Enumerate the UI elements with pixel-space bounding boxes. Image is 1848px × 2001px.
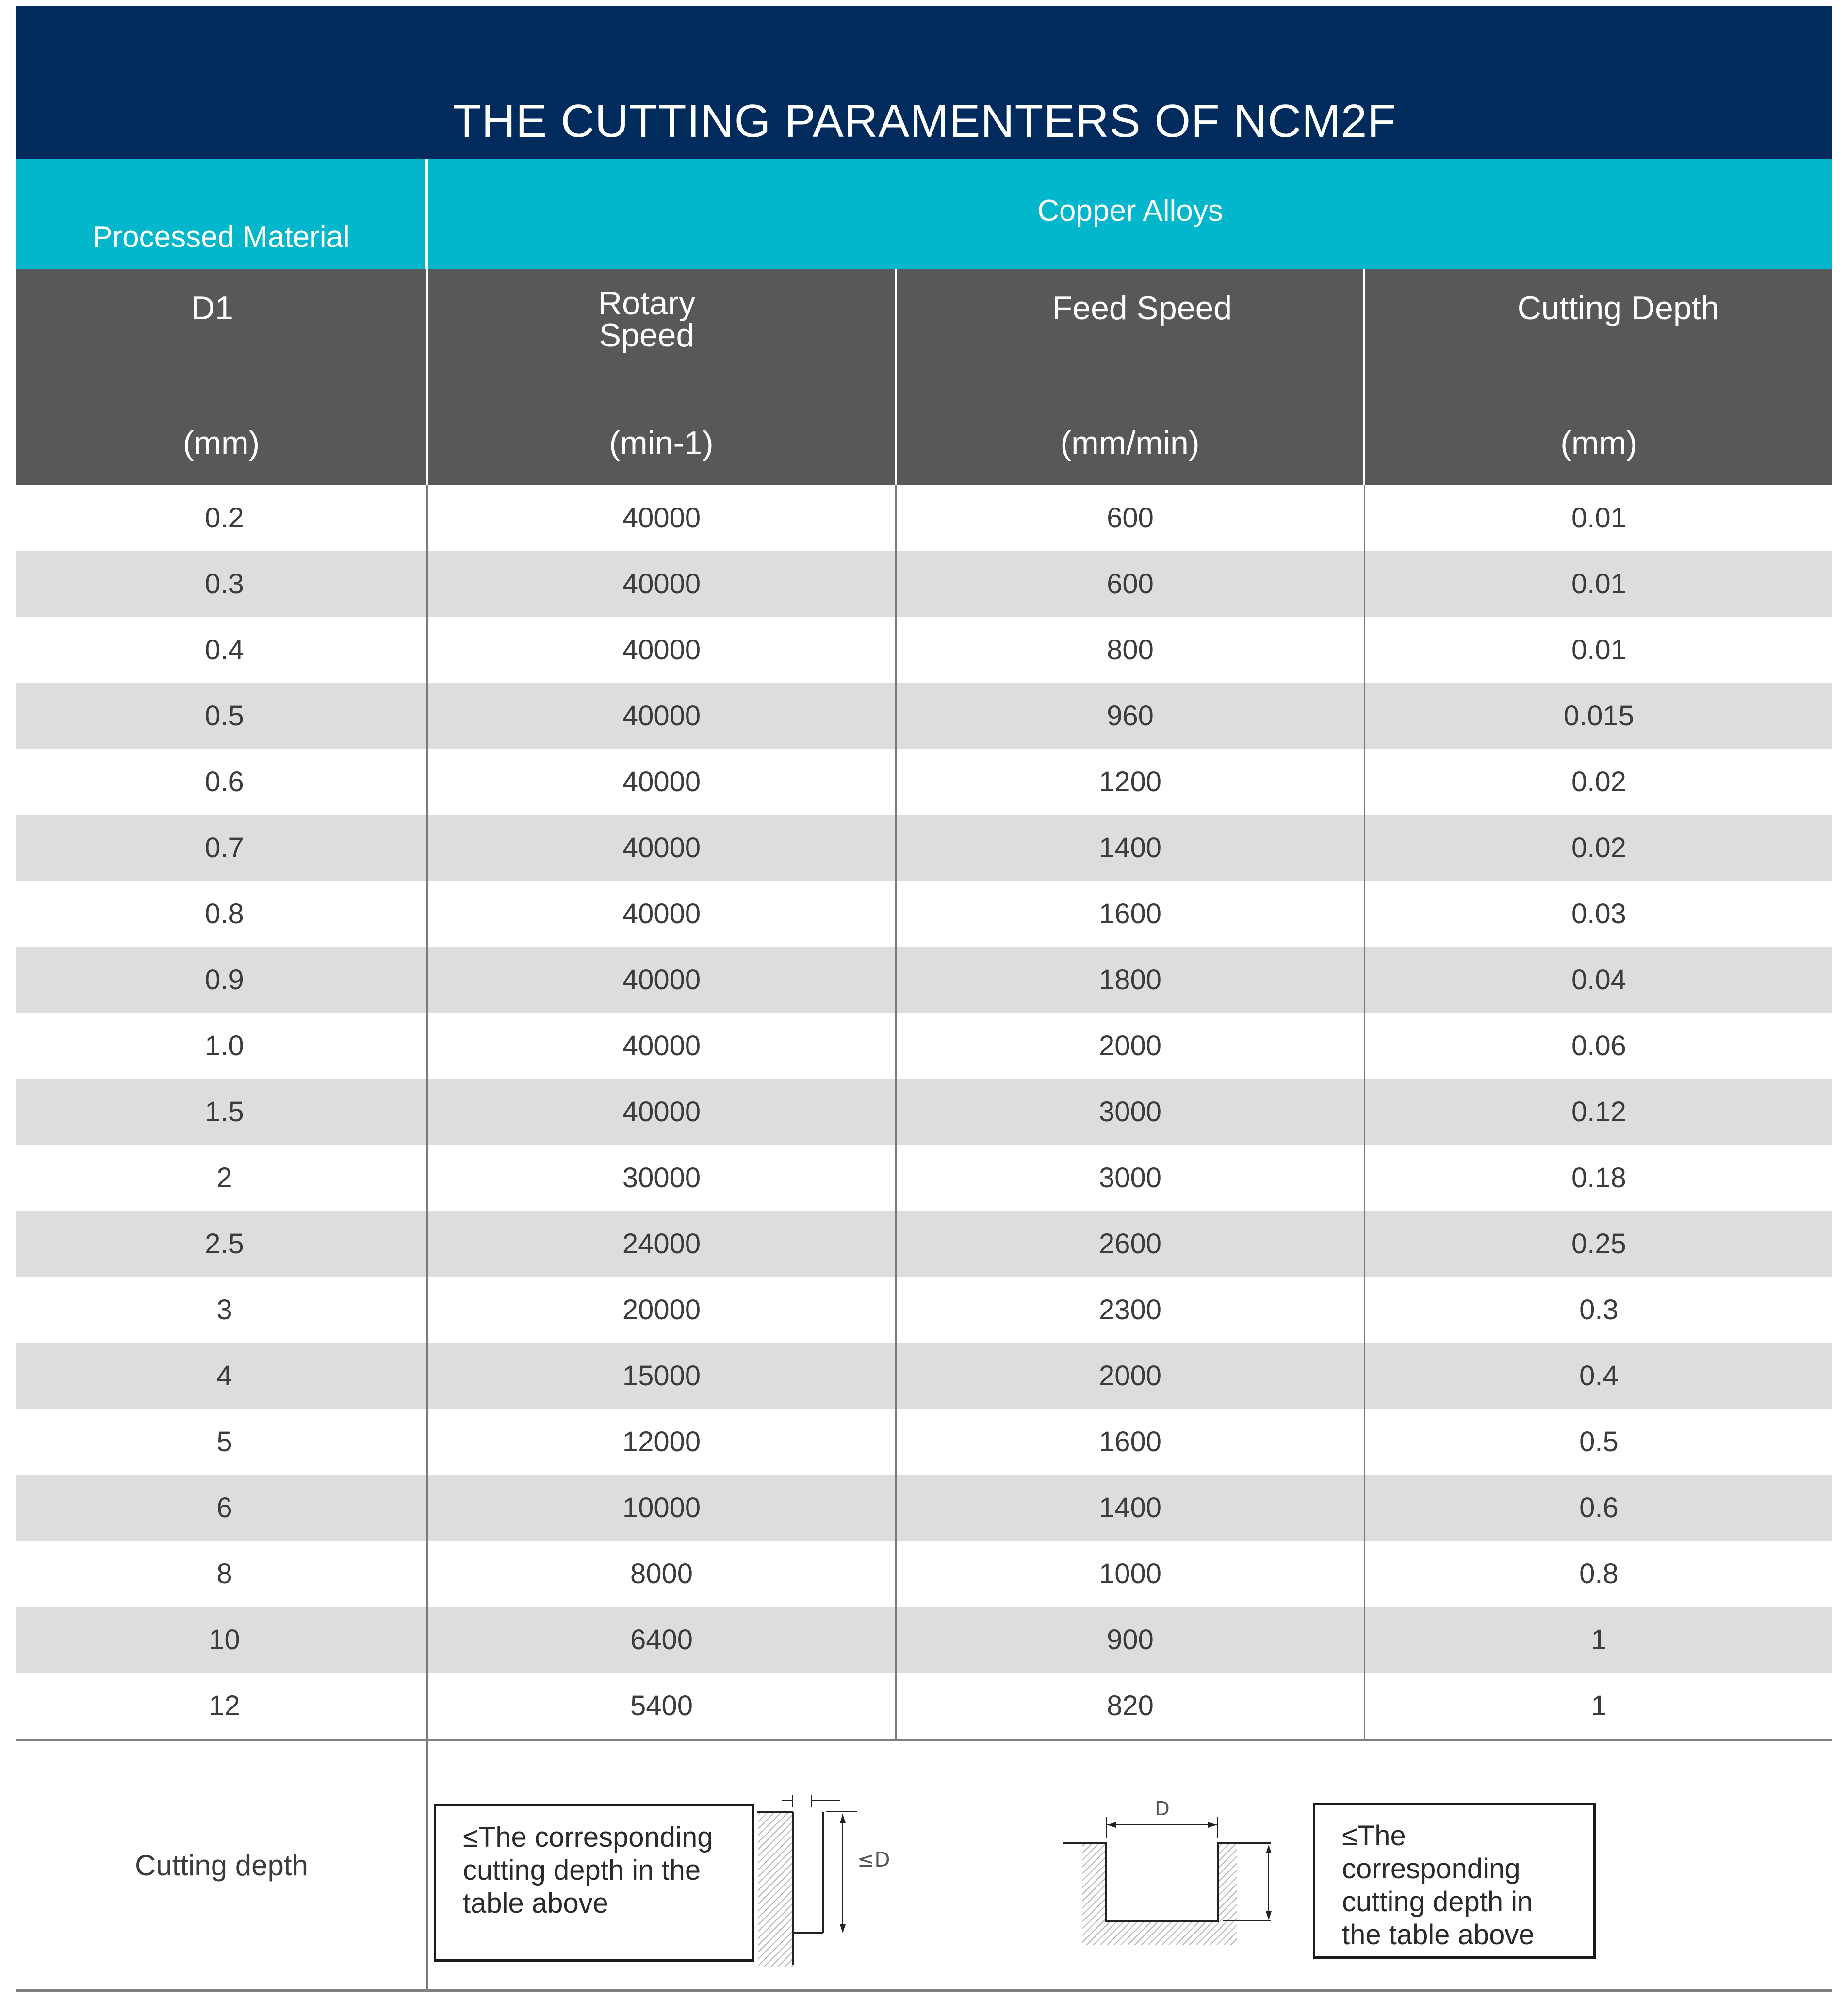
table-row	[16, 1541, 1832, 1607]
cell-rotary-speed: 15000	[428, 1343, 897, 1409]
cell-cutting-depth: 0.04	[1571, 964, 1626, 996]
table-row	[16, 749, 1832, 815]
cell-rotary-speed: 6400	[428, 1607, 897, 1673]
cell-rotary-speed: 40000	[428, 485, 897, 551]
table-row	[16, 1013, 1832, 1079]
cell-cutting-depth: 0.01	[1571, 502, 1626, 534]
header-cutting-depth	[1365, 269, 1832, 485]
cell-d1: 1.5	[16, 1079, 428, 1145]
cell-feed-speed: 2000	[897, 1343, 1365, 1409]
cell-d1: 2.5	[16, 1211, 428, 1277]
cell-feed-speed: 3000	[897, 1079, 1365, 1145]
cell-feed-speed: 600	[897, 485, 1365, 551]
cell-rotary-speed: 24000	[428, 1211, 897, 1277]
cell-rotary-speed: 40000	[428, 947, 897, 1013]
cell-cutting-depth: 0.015	[1563, 700, 1635, 732]
cell-feed-speed: 600	[897, 551, 1365, 617]
slot-width-label: D	[1155, 1798, 1170, 1820]
cell-d1: 1.0	[16, 1013, 428, 1079]
cell-rotary-speed: 40000	[428, 551, 897, 617]
cell-rotary-speed: 8000	[428, 1541, 897, 1607]
cell-cutting-depth: 0.12	[1571, 1096, 1626, 1128]
cell-cutting-depth: 1	[1591, 1624, 1607, 1656]
slot-cut-diagram	[1063, 1790, 1315, 1955]
cell-feed-speed: 800	[897, 617, 1365, 683]
cell-cutting-depth: 0.01	[1571, 634, 1626, 666]
header-unit: (mm)	[182, 425, 260, 461]
cell-d1: 0.6	[16, 749, 428, 815]
header-name	[399, 285, 895, 354]
cell-feed-speed: 1200	[897, 749, 1365, 815]
cell-feed-speed: 2600	[897, 1211, 1365, 1277]
cell-cutting-depth: 0.4	[1579, 1360, 1619, 1392]
cell-feed-speed: 3000	[897, 1145, 1365, 1211]
cell-d1: 0.2	[16, 485, 428, 551]
header-name-line-1: Rotary	[598, 285, 696, 322]
table-row	[16, 1409, 1832, 1475]
header-name: D1	[191, 290, 233, 327]
cell-feed-speed: 1800	[897, 947, 1365, 1013]
table-row	[16, 1079, 1832, 1145]
material-row	[16, 159, 1832, 269]
material-label-cell	[16, 159, 428, 269]
cell-d1: 0.3	[16, 551, 428, 617]
side-cut-diagram	[753, 1785, 966, 1969]
table-row	[16, 815, 1832, 881]
footer-label: Cutting depth	[16, 1741, 428, 1989]
cell-cutting-depth: 0.06	[1571, 1030, 1626, 1062]
header-name: Cutting Depth	[1517, 290, 1719, 327]
table-row	[16, 1475, 1832, 1541]
cell-feed-speed: 2000	[897, 1013, 1365, 1079]
header-d1	[16, 269, 428, 485]
side-cut-label: ≤D	[857, 1848, 890, 1871]
cell-rotary-speed: 10000	[428, 1475, 897, 1541]
cell-d1: 4	[16, 1343, 428, 1409]
cell-d1: 0.9	[16, 947, 428, 1013]
cell-d1: 0.7	[16, 815, 428, 881]
cell-cutting-depth: 0.01	[1571, 568, 1626, 600]
cell-d1: 0.5	[16, 683, 428, 749]
cell-feed-speed: 1000	[897, 1541, 1365, 1607]
cell-feed-speed: 1600	[897, 881, 1365, 947]
header-unit: (min-1)	[609, 425, 714, 461]
cell-feed-speed: 1400	[897, 815, 1365, 881]
cell-cutting-depth: 1	[1591, 1689, 1607, 1722]
cell-rotary-speed: 40000	[428, 1079, 897, 1145]
footer-illustrations	[428, 1741, 1832, 1989]
table-row	[16, 1607, 1832, 1673]
table-row	[16, 617, 1832, 683]
table-row	[16, 1211, 1832, 1277]
cell-rotary-speed: 5400	[428, 1673, 897, 1739]
table-row	[16, 947, 1832, 1013]
cell-cutting-depth: 0.02	[1571, 832, 1626, 864]
cell-rotary-speed: 40000	[428, 617, 897, 683]
table-row	[16, 1277, 1832, 1343]
cell-d1: 0.8	[16, 881, 428, 947]
header-name: Feed Speed	[1052, 290, 1232, 327]
cell-cutting-depth: 0.18	[1571, 1162, 1626, 1194]
cell-cutting-depth: 0.6	[1579, 1492, 1619, 1524]
cell-rotary-speed: 12000	[428, 1409, 897, 1475]
table-header-row	[16, 269, 1832, 485]
footer-row	[16, 1739, 1832, 1992]
cell-cutting-depth: 0.03	[1571, 898, 1626, 930]
table-row	[16, 485, 1832, 551]
cell-feed-speed: 820	[897, 1673, 1365, 1739]
cell-d1: 6	[16, 1475, 428, 1541]
cell-rotary-speed: 40000	[428, 1013, 897, 1079]
table-row	[16, 1145, 1832, 1211]
header-name-line-2: Speed	[599, 317, 695, 354]
table-row	[16, 881, 1832, 947]
cell-cutting-depth: 0.02	[1571, 766, 1626, 798]
cell-rotary-speed: 20000	[428, 1277, 897, 1343]
cell-d1: 8	[16, 1541, 428, 1607]
cell-feed-speed: 900	[897, 1607, 1365, 1673]
cell-feed-speed: 2300	[897, 1277, 1365, 1343]
table-row	[16, 1673, 1832, 1739]
table-row	[16, 551, 1832, 617]
cell-feed-speed: 960	[897, 683, 1365, 749]
header-feed-speed	[897, 269, 1365, 485]
title-bar	[16, 6, 1832, 159]
table-row	[16, 683, 1832, 749]
header-rotary-speed	[428, 269, 897, 485]
cell-cutting-depth: 0.5	[1579, 1426, 1619, 1458]
note-box-left: ≤The corresponding cutting depth in the table above	[434, 1804, 754, 1962]
cell-feed-speed: 1400	[897, 1475, 1365, 1541]
page-title: THE CUTTING PARAMENTERS OF NCM2F	[453, 95, 1396, 147]
cell-d1: 12	[16, 1673, 428, 1739]
cell-rotary-speed: 40000	[428, 683, 897, 749]
cell-feed-speed: 1600	[897, 1409, 1365, 1475]
cell-d1: 0.4	[16, 617, 428, 683]
cell-cutting-depth: 0.8	[1579, 1558, 1619, 1590]
cell-d1: 2	[16, 1145, 428, 1211]
material-value-cell	[428, 159, 1832, 269]
cell-cutting-depth: 0.3	[1579, 1294, 1619, 1326]
cell-rotary-speed: 30000	[428, 1145, 897, 1211]
cell-d1: 10	[16, 1607, 428, 1673]
table-body	[16, 485, 1832, 1739]
header-unit: (mm)	[1560, 425, 1637, 461]
cell-d1: 5	[16, 1409, 428, 1475]
header-unit: (mm/min)	[1060, 425, 1200, 461]
cell-rotary-speed: 40000	[428, 881, 897, 947]
material-label: Processed Material	[92, 220, 350, 254]
table-row	[16, 1343, 1832, 1409]
cell-rotary-speed: 40000	[428, 749, 897, 815]
cutting-parameters-sheet	[16, 6, 1832, 1992]
note-box-right: ≤The corresponding cutting depth in the table above	[1313, 1803, 1596, 1959]
cell-cutting-depth: 0.25	[1571, 1228, 1626, 1260]
material-value: Copper Alloys	[1037, 194, 1223, 228]
cell-d1: 3	[16, 1277, 428, 1343]
cell-rotary-speed: 40000	[428, 815, 897, 881]
